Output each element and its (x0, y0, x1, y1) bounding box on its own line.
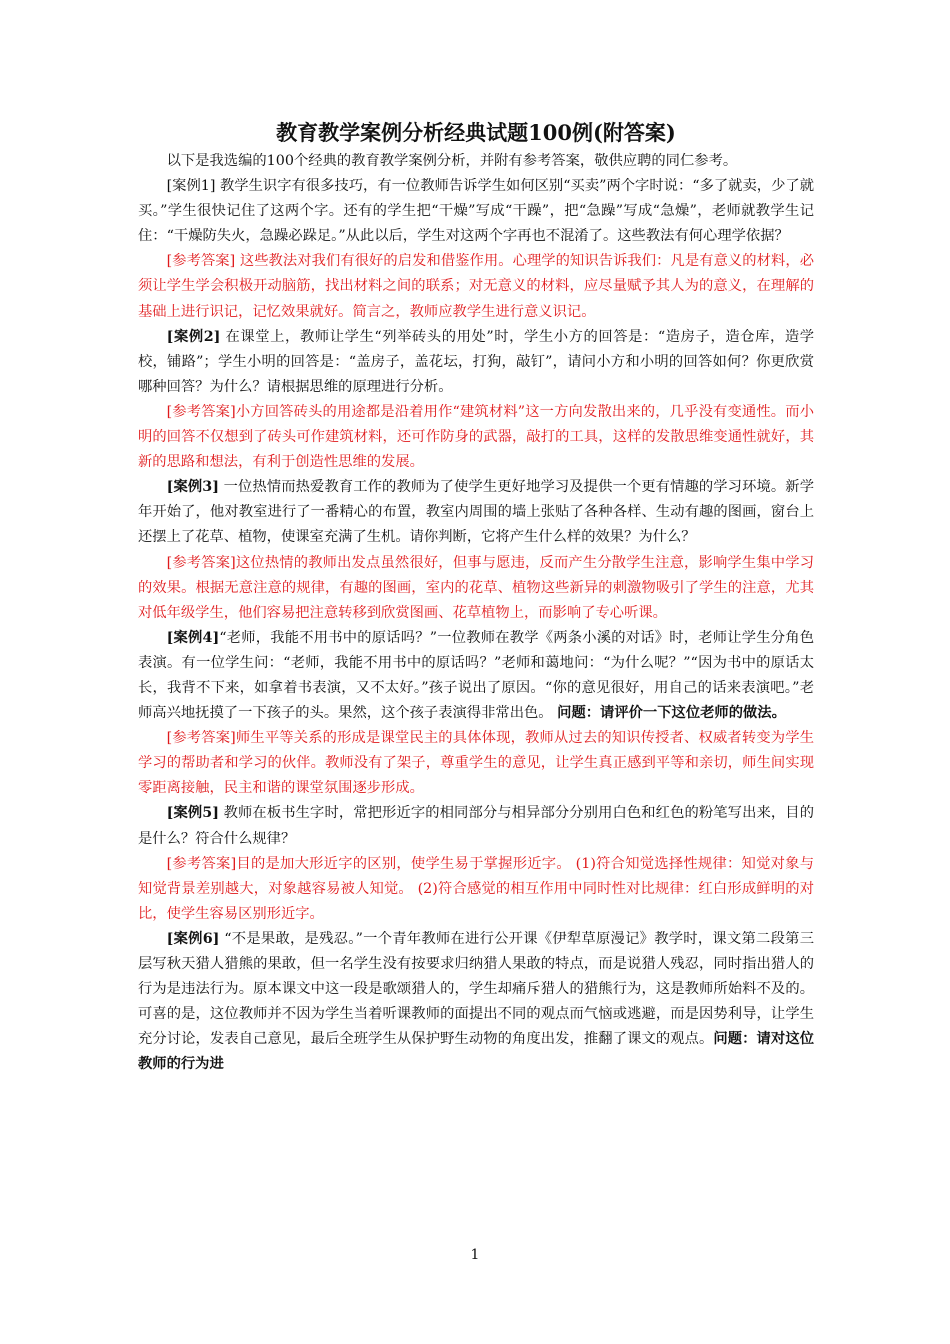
answer-text: 这位热情的教师出发点虽然很好，但事与愿违，反而产生分散学生注意，影响学生集中学习的效果。根据无意注意的规律，有趣的图画，室内的花草、植物这些新异的刺激物吸引了学生的注意，尤其对低年级学生，他们容易把注意转移到欣赏图画、花草植物上，而影响了专心听课。 (138, 554, 815, 621)
case-label: [案例6] (166, 930, 220, 947)
case-text: “不是果敢，是残忍。”一个青年教师在进行公开课《伊犁草原漫记》教学时，课文第二段第三层写秋天猎人猎熊的果敢，但一名学生没有按要求归纳猎人果敢的特点，而是说猎人残忍，同时指出猎人的行为是违法行为。原本课文中这一段是歌颂猎人的，学生却痛斥猎人的猎熊行为，这是教师所始料不及的。可喜的是，这位教师并不因为学生当着听课教师的面提出不同的观点而气恼或逃避，而是因势利导，让学生充分讨论，发表自己意见，最后全班学生从保护野生动物的角度出发，推翻了课文的观点。 (138, 930, 814, 1048)
case-5 (138, 801, 814, 851)
case-text: 在课堂上，教师让学生“列举砖头的用处”时，学生小方的回答是：“造房子，造仓库，造学校，铺路”；学生小明的回答是：“盖房子，盖花坛，打狗，敲钉”，请问小方和小明的回答如何？你更欣赏哪种回答？为什么？请根据思维的原理进行分析。 (138, 328, 815, 395)
document-page (138, 118, 814, 1077)
case-3 (138, 475, 814, 550)
case-4 (138, 626, 814, 726)
case-1 (138, 174, 814, 249)
case-text: 教师在板书生字时，常把形近字的相同部分与相异部分分别用白色和红色的粉笔写出来，目的是什么？符合什么规律？ (138, 805, 814, 847)
answer-text: 小方回答砖头的用途都是沿着用作“建筑材料”这一方向发散出来的，几乎没有变通性。而小明的回答不仅想到了砖头可作建筑材料，还可作防身的武器，敲打的工具，这样的发散思维变通性就好，其新的思路和想法，有利于创造性思维的发展。 (138, 403, 814, 471)
answer-2 (138, 400, 814, 475)
answer-1 (138, 249, 814, 324)
answer-text: 师生平等关系的形成是课堂民主的具体体现，教师从过去的知识传授者、权威者转变为学生学习的帮助者和学习的伙伴。教师没有了架子，尊重学生的意见，让学生真正感到平等和亲切，师生间实现零距离接触，民主和谐的课堂氛围逐步形成。 (138, 730, 815, 797)
document-title: 教育教学案例分析经典试题100例(附答案) (276, 120, 676, 145)
case-question: 问题：请对这位教师的行为进 (138, 1031, 814, 1073)
case-label: [案例2] (166, 328, 221, 345)
intro-paragraph: 以下是我选编的100个经典的教育教学案例分析，并附有参考答案，敬供应聘的同仁参考。 (166, 153, 738, 169)
answer-3 (138, 551, 814, 626)
answer-label: [参考答案] (166, 403, 236, 420)
case-label: [案例3] (166, 479, 219, 496)
case-6 (138, 927, 814, 1078)
case-label: [案例5] (166, 805, 219, 822)
answer-text: 这些教法对我们有很好的启发和借鉴作用。心理学的知识告诉我们：凡是有意义的材料，必须让学生学会积极开动脑筋，找出材料之间的联系；对无意义的材料，应尽量赋予其人为的意义，在理解的基础上进行识记，记忆效果就好。简言之，教师应教学生进行意义识记。 (138, 253, 814, 320)
answer-label: [参考答案] (166, 855, 237, 872)
answer-label: [参考答案] (166, 730, 236, 747)
case-text: 教学生识字有很多技巧，有一位教师告诉学生如何区别“买卖”两个字时说：“多了就卖，少了就买。”学生很快记住了这两个字。还有的学生把“干燥”写成“干躁”，把“急躁”写成“急燥”，老师就教学生记住：“干燥防失火，急躁必跺足。”从此以后，学生对这两个字再也不混淆了。这些教法有何心理学依据？ (138, 178, 814, 245)
case-2 (138, 325, 814, 400)
case-question: 问题：请评价一下这位老师的做法。 (557, 705, 786, 722)
answer-4 (138, 726, 814, 801)
page-number: 1 (470, 1247, 480, 1263)
answer-label: [参考答案] (166, 253, 236, 270)
case-text: “老师，我能不用书中的原话吗？”一位教师在教学《两条小溪的对话》时，老师让学生分角色表演。有一位学生问：“老师，我能不用书中的原话吗？”老师和蔼地问：“为什么呢？”“因为书中的原话太长，我背不下来，如拿着书表演，又不太好。”孩子说出了原因。“你的意见很好，用自己的话来表演吧。”老师高兴地抚摸了一下孩子的头。果然，这个孩子表演得非常出色。 (138, 629, 814, 722)
case-text: 一位热情而热爱教育工作的教师为了使学生更好地学习及提供一个更有情趣的学习环境。新学年开始了，他对教室进行了一番精心的布置，教室内周围的墙上张贴了各种各样、生动有趣的图画，窗台上还摆上了花草、植物，使课室充满了生机。请你判断，它将产生什么样的效果？为什么？ (138, 479, 814, 546)
case-label: [案例1] (166, 178, 216, 195)
case-label: [案例4] (166, 629, 220, 646)
answer-text: 目的是加大形近字的区别，使学生易于掌握形近字。 (1)符合知觉选择性规律：知觉对象与知觉背景差别越大，对象越容易被人知觉。 (2)符合感觉的相互作用中同时性对比规律：红白形成鲜明的对比，使学生容易区别形近字。 (138, 855, 815, 922)
answer-5 (138, 852, 814, 927)
answer-label: [参考答案] (166, 554, 236, 571)
